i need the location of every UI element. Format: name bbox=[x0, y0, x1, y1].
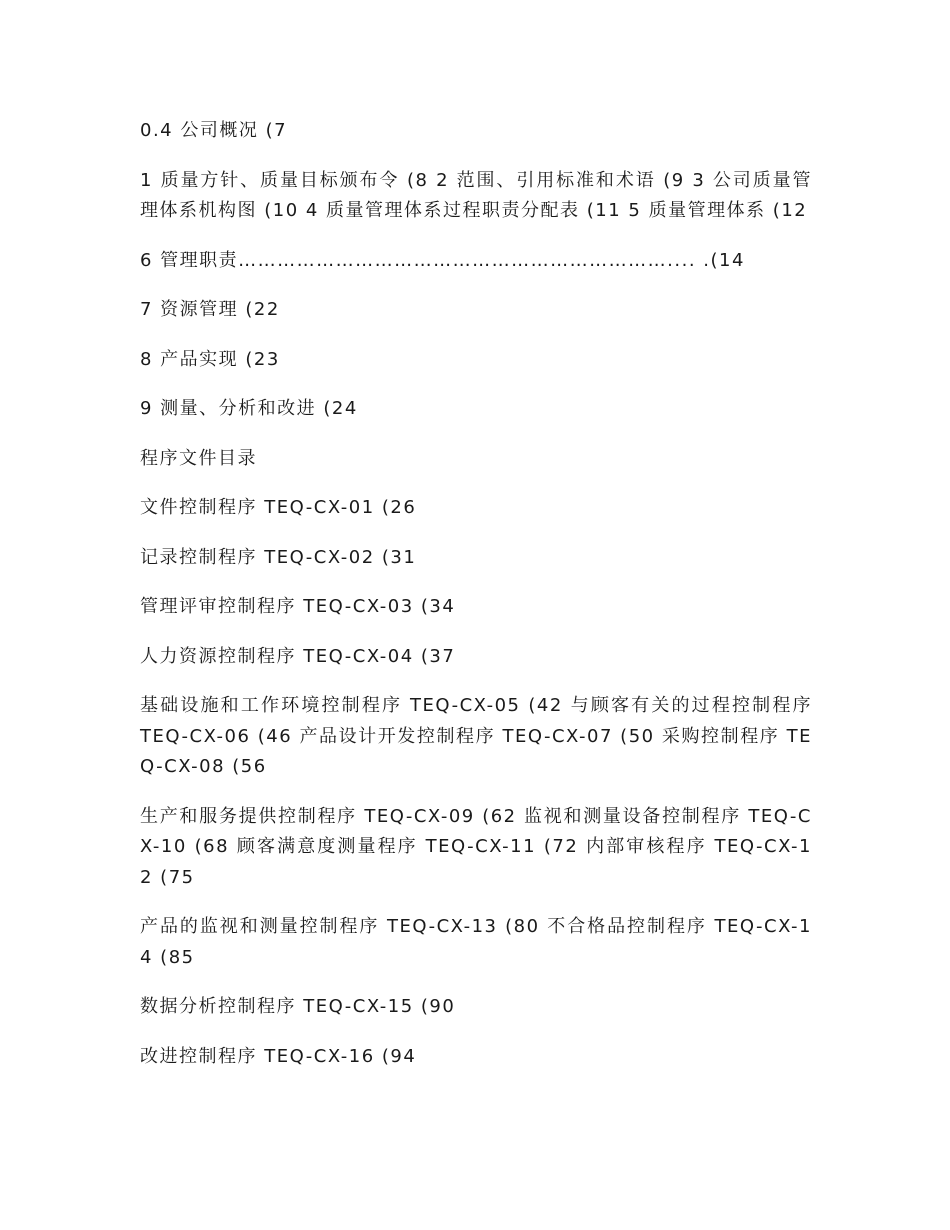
procedure-list-heading: 程序文件目录 bbox=[140, 447, 257, 469]
toc-entry-cx-09-12: 生产和服务提供控制程序 TEQ-CX-09 (62 监视和测量设备控制程序 TEQ-CX-10 (68 顾客满意度测量程序 TEQ-CX-11 (72 内部审核程序 TEQ-CX-12 (75 bbox=[140, 805, 812, 888]
document-page bbox=[140, 116, 812, 1091]
toc-entry-cx-01: 文件控制程序 TEQ-CX-01 (26 bbox=[140, 497, 417, 518]
toc-entry-cx-15: 数据分析控制程序 TEQ-CX-15 (90 bbox=[140, 996, 456, 1017]
toc-entry-cx-05-08: 基础设施和工作环境控制程序 TEQ-CX-05 (42 与顾客有关的过程控制程序 TEQ-CX-06 (46 产品设计开发控制程序 TEQ-CX-07 (50 采购控制程序 TEQ-CX-08 (56 bbox=[140, 695, 812, 777]
toc-entry-company-overview: 0.4 公司概况 (7 bbox=[140, 120, 288, 141]
toc-entry-cx-04: 人力资源控制程序 TEQ-CX-04 (37 bbox=[140, 645, 456, 667]
toc-entry-cx-16: 改进控制程序 TEQ-CX-16 (94 bbox=[140, 1045, 417, 1067]
toc-entry-product-realization: 8 产品实现 (23 bbox=[140, 348, 280, 370]
toc-entry-resource-management: 7 资源管理 (22 bbox=[140, 299, 280, 320]
toc-entry-management-responsibility: 6 管理职责………………………………………………………….... .(14 bbox=[140, 249, 745, 271]
toc-entry-chapters-1-5: 1 质量方针、质量目标颁布令 (8 2 范围、引用标准和术语 (9 3 公司质量管理体系机构图 (10 4 质量管理体系过程职责分配表 (11 5 质量管理体系 (12 bbox=[140, 169, 812, 221]
toc-entry-cx-13-14: 产品的监视和测量控制程序 TEQ-CX-13 (80 不合格品控制程序 TEQ-CX-14 (85 bbox=[140, 916, 812, 968]
toc-entry-cx-03: 管理评审控制程序 TEQ-CX-03 (34 bbox=[140, 596, 456, 617]
toc-entry-cx-02: 记录控制程序 TEQ-CX-02 (31 bbox=[140, 546, 417, 568]
toc-entry-measurement-analysis: 9 测量、分析和改进 (24 bbox=[140, 398, 358, 419]
